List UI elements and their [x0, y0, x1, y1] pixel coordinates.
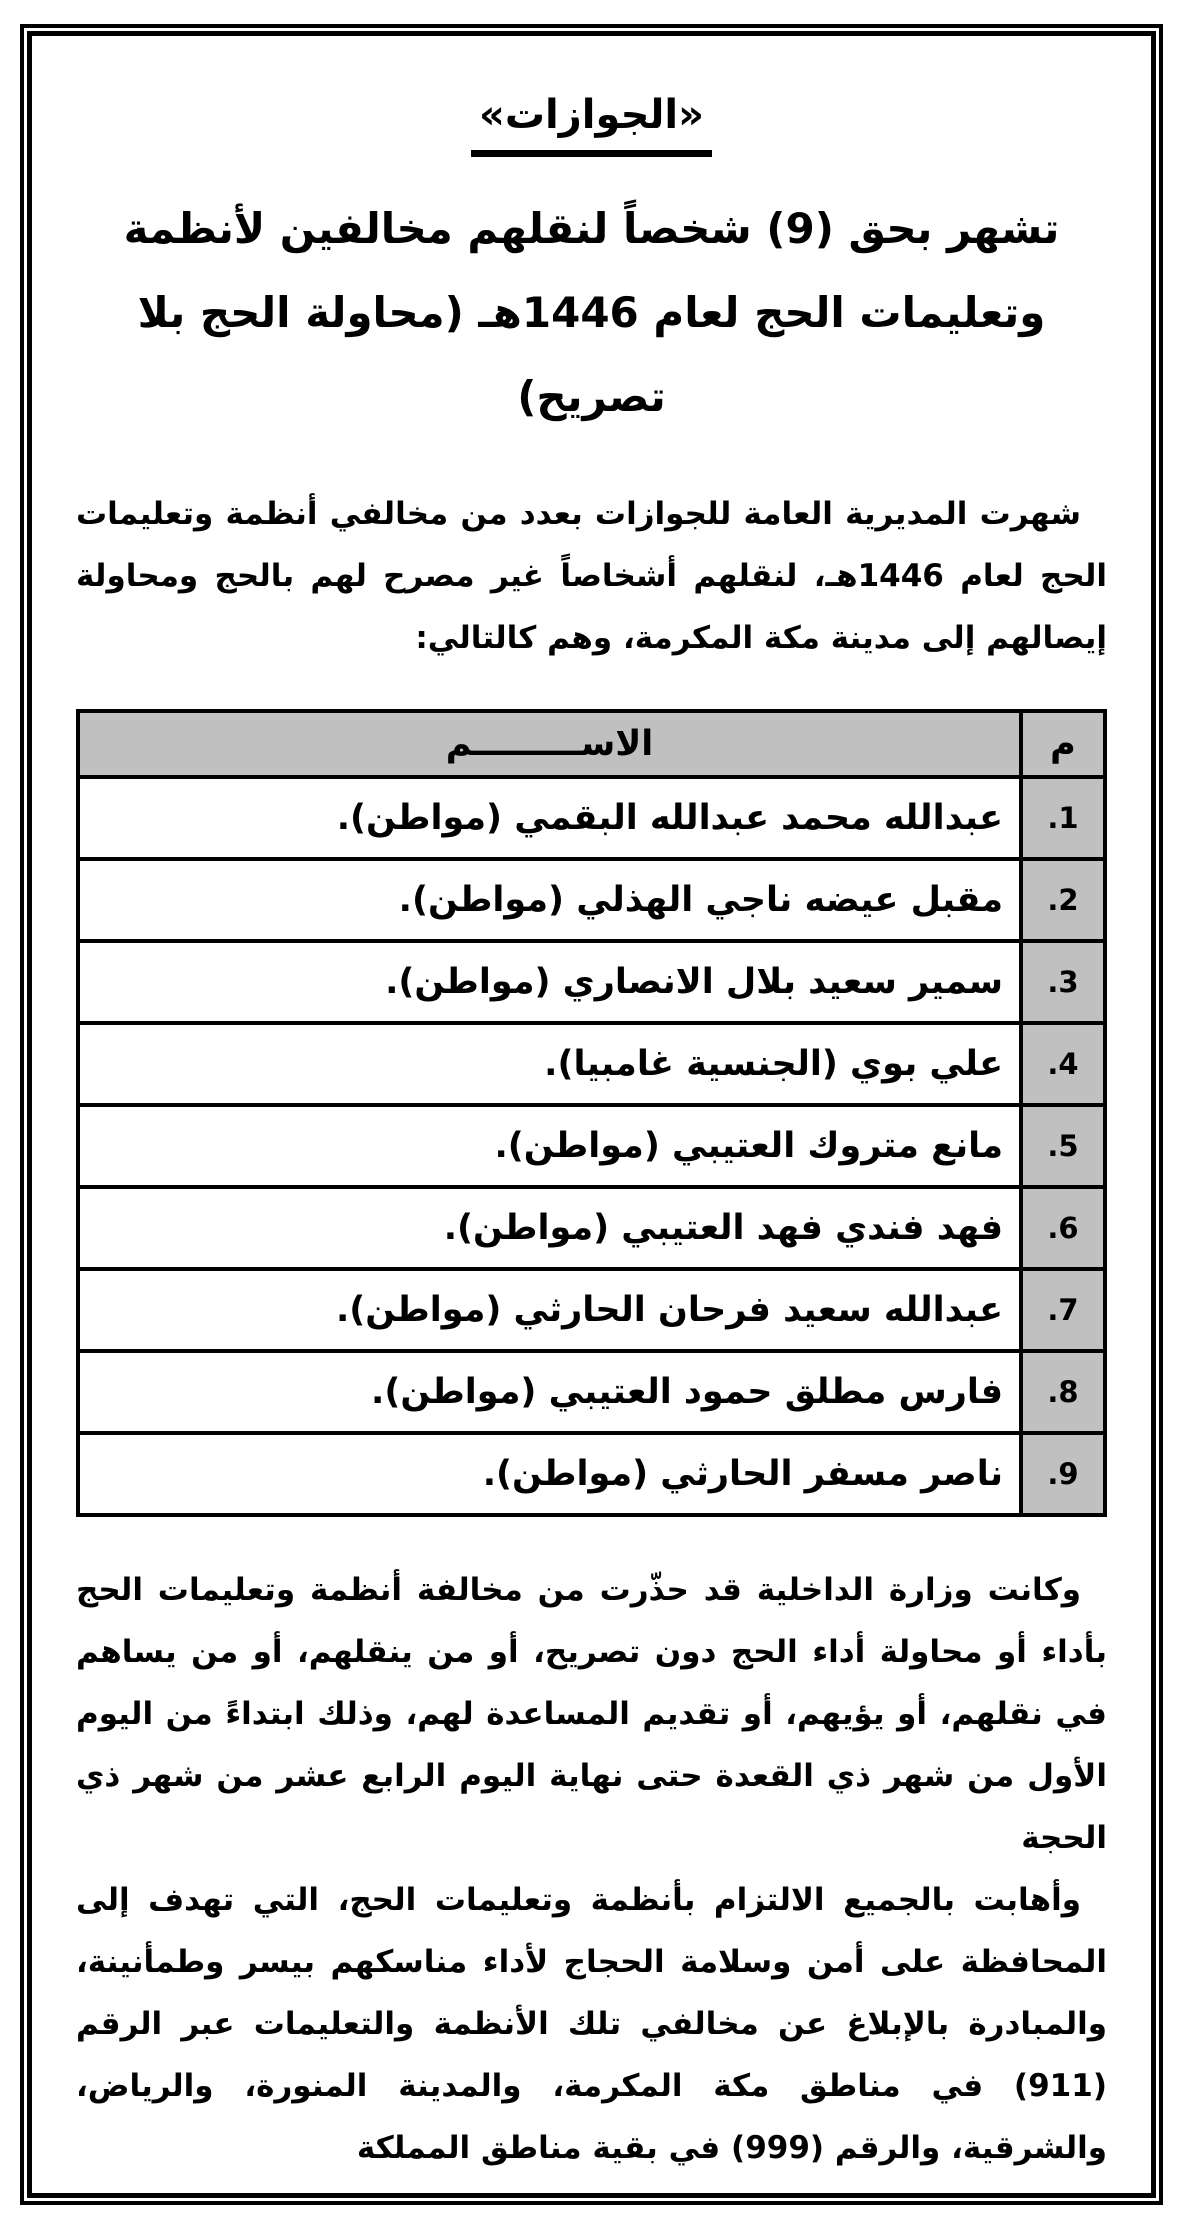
- violators-names-table: [76, 709, 1107, 1517]
- table-row: [78, 1351, 1105, 1433]
- row-name: عبدالله محمد عبدالله البقمي (مواطن).: [78, 777, 1021, 859]
- row-index: 1.: [1021, 777, 1105, 859]
- row-name: سمير سعيد بلال الانصاري (مواطن).: [78, 941, 1021, 1023]
- row-name: علي بوي (الجنسية غامبيا).: [78, 1023, 1021, 1105]
- table-row: [78, 1433, 1105, 1515]
- name-column-header: الاســـــــــم: [78, 711, 1021, 777]
- row-index: 8.: [1021, 1351, 1105, 1433]
- row-index: 6.: [1021, 1187, 1105, 1269]
- row-index: 9.: [1021, 1433, 1105, 1515]
- row-name: مانع متروك العتيبي (مواطن).: [78, 1105, 1021, 1187]
- row-index: 5.: [1021, 1105, 1105, 1187]
- intro-paragraph: شهرت المديرية العامة للجوازات بعدد من مخالفي أنظمة وتعليمات الحج لعام 1446هـ، لنقلهم أشخاصاً غير مصرح لهم بالحج ومحاولة إيصالهم إلى مدينة مكة المكرمة، وهم كالتالي:: [76, 496, 1107, 656]
- section-kicker: [76, 92, 1107, 157]
- closing-paragraph-warning: وكانت وزارة الداخلية قد حذّرت من مخالفة أنظمة وتعليمات الحج بأداء أو محاولة أداء الحج دون تصريح، أو من ينقلهم، أو من يساهم في نقلهم، أو يؤيهم، أو تقديم المساعدة لهم، وذلك ابتداءً من اليوم الأول من شهر ذي القعدة حتى نهاية اليوم الرابع عشر من شهر ذي الحجة: [76, 1572, 1107, 1856]
- row-index: 7.: [1021, 1269, 1105, 1351]
- article-headline: تشهر بحق (9) شخصاً لنقلهم مخالفين لأنظمة وتعليمات الحج لعام 1446هـ (محاولة الحج بلا تصريح): [123, 204, 1060, 421]
- row-name: مقبل عيضه ناجي الهذلي (مواطن).: [78, 859, 1021, 941]
- row-index: 4.: [1021, 1023, 1105, 1105]
- page-border-frame: [20, 24, 1163, 2205]
- row-index: 2.: [1021, 859, 1105, 941]
- table-row: [78, 1269, 1105, 1351]
- row-name: ناصر مسفر الحارثي (مواطن).: [78, 1433, 1021, 1515]
- table-row: [78, 777, 1105, 859]
- closing-paragraph-report-numbers: وأهابت بالجميع الالتزام بأنظمة وتعليمات الحج، التي تهدف إلى المحافظة على أمن وسلامة الحجاج لأداء مناسكهم بيسر وطمأنينة، والمبادرة بالإبلاغ عن مخالفي تلك الأنظمة والتعليمات عبر الرقم (911) في مناطق مكة المكرمة، والمدينة المنورة، والرياض، والشرقية، والرقم (999) في بقية مناطق المملكة: [76, 1882, 1107, 2166]
- table-row: [78, 1023, 1105, 1105]
- kicker-underlined-text: «الجوازات»: [471, 92, 712, 157]
- table-row: [78, 1105, 1105, 1187]
- table-header-row: [78, 711, 1105, 777]
- table-row: [78, 1187, 1105, 1269]
- page-content-area: [27, 31, 1156, 2198]
- row-name: عبدالله سعيد فرحان الحارثي (مواطن).: [78, 1269, 1021, 1351]
- index-column-header: م: [1021, 711, 1105, 777]
- table-row: [78, 941, 1105, 1023]
- row-name: فهد فندي فهد العتيبي (مواطن).: [78, 1187, 1021, 1269]
- row-index: 3.: [1021, 941, 1105, 1023]
- row-name: فارس مطلق حمود العتيبي (مواطن).: [78, 1351, 1021, 1433]
- table-row: [78, 859, 1105, 941]
